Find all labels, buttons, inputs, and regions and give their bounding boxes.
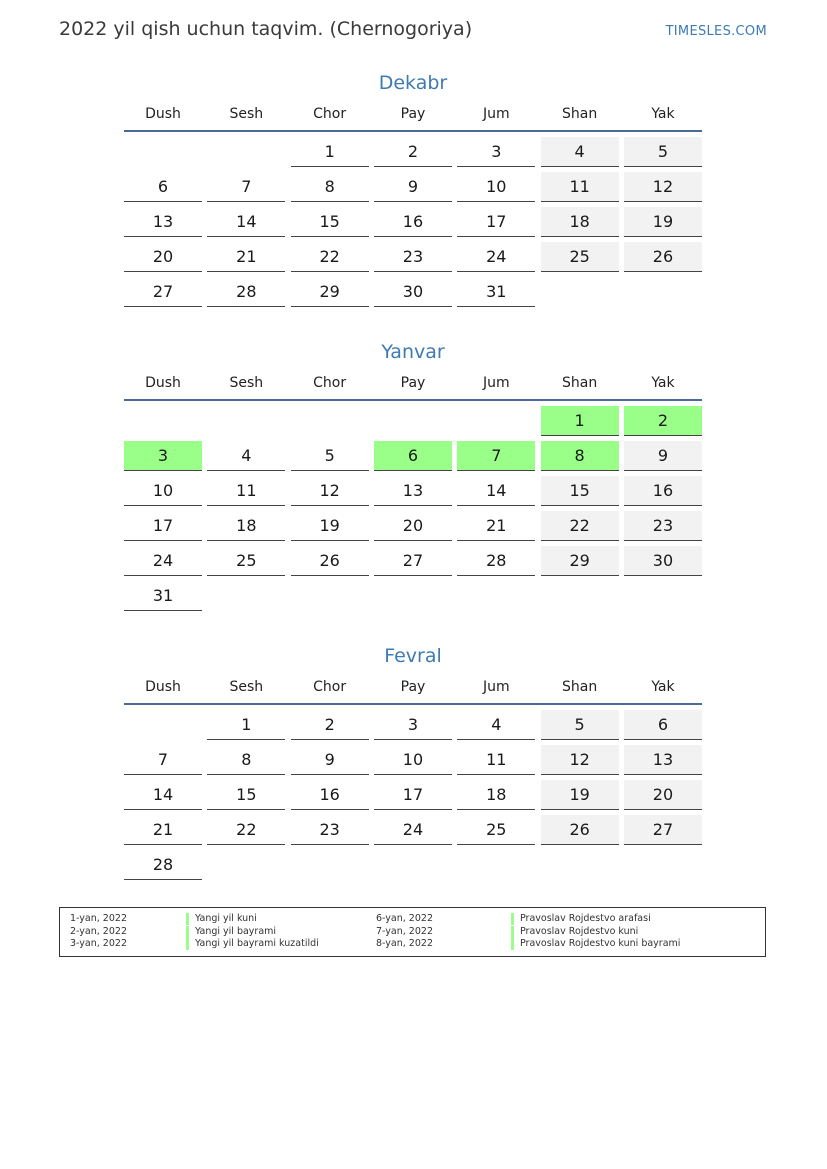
day-cell: 1 (207, 710, 285, 740)
legend-name: Pravoslav Rojdestvo arafasi (511, 913, 651, 925)
weekday-label: Sesh (229, 105, 264, 122)
day-cell: 7 (124, 745, 202, 775)
weekday-header (124, 97, 702, 132)
day-cell: 12 (541, 745, 619, 775)
day-cell: 15 (541, 476, 619, 506)
day-cell: 17 (124, 511, 202, 541)
day-cell: 5 (541, 710, 619, 740)
day-cell: 13 (624, 745, 702, 775)
day-cell: 22 (541, 511, 619, 541)
weekday-label: Jum (482, 374, 510, 391)
empty-cell (124, 137, 202, 167)
weekday-label: Jum (482, 678, 510, 695)
day-cell: 16 (291, 780, 369, 810)
empty-cell (207, 137, 285, 167)
day-cell: 8 (207, 745, 285, 775)
day-cell: 12 (291, 476, 369, 506)
day-cell: 10 (374, 745, 452, 775)
day-cell: 19 (291, 511, 369, 541)
day-cell: 28 (207, 277, 285, 307)
weekday-label: Yak (651, 105, 675, 122)
day-cell: 18 (207, 511, 285, 541)
weekday-label: Dush (145, 105, 181, 122)
holiday-day-cell: 1 (541, 406, 619, 436)
day-cell: 24 (124, 546, 202, 576)
legend-date: 1-yan, 2022 (70, 913, 127, 924)
weekday-label: Chor (313, 678, 347, 695)
day-cell: 2 (291, 710, 369, 740)
holiday-day-cell: 3 (124, 441, 202, 471)
day-cell: 21 (124, 815, 202, 845)
day-cell: 24 (374, 815, 452, 845)
day-cell: 26 (541, 815, 619, 845)
page-title: 2022 yil qish uchun taqvim. (Chernogoriya) (59, 18, 473, 40)
day-cell: 30 (624, 546, 702, 576)
day-cell: 20 (624, 780, 702, 810)
day-cell: 20 (124, 242, 202, 272)
day-cell: 6 (624, 710, 702, 740)
day-cell: 20 (374, 511, 452, 541)
day-cell: 2 (374, 137, 452, 167)
day-grid (124, 137, 702, 307)
day-cell: 18 (541, 207, 619, 237)
day-cell: 11 (207, 476, 285, 506)
day-cell: 24 (457, 242, 535, 272)
legend-name: Pravoslav Rojdestvo kuni bayrami (511, 938, 680, 950)
day-cell: 5 (624, 137, 702, 167)
day-cell: 15 (207, 780, 285, 810)
day-cell: 11 (541, 172, 619, 202)
day-cell: 18 (457, 780, 535, 810)
weekday-label: Jum (482, 105, 510, 122)
day-cell: 17 (374, 780, 452, 810)
day-cell: 22 (291, 242, 369, 272)
weekday-header (124, 670, 702, 705)
legend-date: 7-yan, 2022 (376, 926, 433, 937)
holiday-legend (59, 907, 766, 957)
empty-cell (124, 406, 202, 436)
weekday-label: Pay (400, 374, 426, 391)
weekday-label: Chor (313, 374, 347, 391)
day-cell: 4 (541, 137, 619, 167)
day-cell: 19 (624, 207, 702, 237)
day-cell: 23 (374, 242, 452, 272)
legend-date: 6-yan, 2022 (376, 913, 433, 924)
legend-date: 3-yan, 2022 (70, 938, 127, 949)
day-cell: 27 (124, 277, 202, 307)
legend-name: Yangi yil bayrami kuzatildi (186, 938, 319, 950)
empty-cell (457, 406, 535, 436)
day-grid (124, 406, 702, 611)
day-cell: 25 (541, 242, 619, 272)
weekday-label: Pay (400, 678, 426, 695)
weekday-label: Sesh (229, 374, 264, 391)
day-cell: 14 (124, 780, 202, 810)
day-cell: 25 (207, 546, 285, 576)
legend-name: Yangi yil kuni (186, 913, 257, 925)
weekday-label: Yak (651, 678, 675, 695)
day-cell: 3 (374, 710, 452, 740)
day-cell: 13 (374, 476, 452, 506)
day-cell: 6 (124, 172, 202, 202)
day-cell: 29 (541, 546, 619, 576)
empty-cell (374, 406, 452, 436)
day-cell: 21 (207, 242, 285, 272)
holiday-day-cell: 6 (374, 441, 452, 471)
weekday-label: Yak (651, 374, 675, 391)
weekday-header (124, 366, 702, 401)
month-february (124, 642, 702, 880)
day-cell: 4 (457, 710, 535, 740)
day-cell: 14 (207, 207, 285, 237)
day-cell: 15 (291, 207, 369, 237)
day-cell: 17 (457, 207, 535, 237)
day-cell: 5 (291, 441, 369, 471)
day-cell: 28 (457, 546, 535, 576)
day-cell: 25 (457, 815, 535, 845)
day-cell: 27 (374, 546, 452, 576)
empty-cell (124, 710, 202, 740)
day-cell: 27 (624, 815, 702, 845)
day-cell: 31 (457, 277, 535, 307)
day-cell: 28 (124, 850, 202, 880)
day-cell: 8 (291, 172, 369, 202)
day-cell: 26 (624, 242, 702, 272)
weekday-label: Sesh (229, 678, 264, 695)
weekday-label: Shan (562, 105, 598, 122)
day-cell: 1 (291, 137, 369, 167)
day-cell: 22 (207, 815, 285, 845)
empty-cell (207, 406, 285, 436)
holiday-day-cell: 7 (457, 441, 535, 471)
day-cell: 3 (457, 137, 535, 167)
month-name: Dekabr (378, 72, 448, 94)
weekday-label: Dush (145, 374, 181, 391)
legend-date: 2-yan, 2022 (70, 926, 127, 937)
day-cell: 23 (291, 815, 369, 845)
day-cell: 10 (457, 172, 535, 202)
day-cell: 31 (124, 581, 202, 611)
legend-name: Pravoslav Rojdestvo kuni (511, 926, 638, 938)
holiday-day-cell: 2 (624, 406, 702, 436)
day-cell: 13 (124, 207, 202, 237)
holiday-day-cell: 8 (541, 441, 619, 471)
weekday-label: Shan (562, 678, 598, 695)
day-cell: 4 (207, 441, 285, 471)
month-december (124, 69, 702, 307)
weekday-label: Shan (562, 374, 598, 391)
legend-name: Yangi yil bayrami (186, 926, 276, 938)
day-cell: 10 (124, 476, 202, 506)
brand-link[interactable]: TIMESLES.COM (665, 24, 767, 39)
day-cell: 30 (374, 277, 452, 307)
day-grid (124, 710, 702, 880)
day-cell: 11 (457, 745, 535, 775)
day-cell: 19 (541, 780, 619, 810)
day-cell: 26 (291, 546, 369, 576)
day-cell: 23 (624, 511, 702, 541)
month-name: Fevral (384, 645, 442, 667)
day-cell: 21 (457, 511, 535, 541)
day-cell: 9 (624, 441, 702, 471)
day-cell: 9 (374, 172, 452, 202)
month-january (124, 338, 702, 611)
day-cell: 7 (207, 172, 285, 202)
weekday-label: Pay (400, 105, 426, 122)
empty-cell (291, 406, 369, 436)
day-cell: 9 (291, 745, 369, 775)
day-cell: 16 (374, 207, 452, 237)
day-cell: 14 (457, 476, 535, 506)
month-name: Yanvar (381, 341, 445, 363)
weekday-label: Chor (313, 105, 347, 122)
legend-date: 8-yan, 2022 (376, 938, 433, 949)
day-cell: 29 (291, 277, 369, 307)
weekday-label: Dush (145, 678, 181, 695)
day-cell: 16 (624, 476, 702, 506)
day-cell: 12 (624, 172, 702, 202)
